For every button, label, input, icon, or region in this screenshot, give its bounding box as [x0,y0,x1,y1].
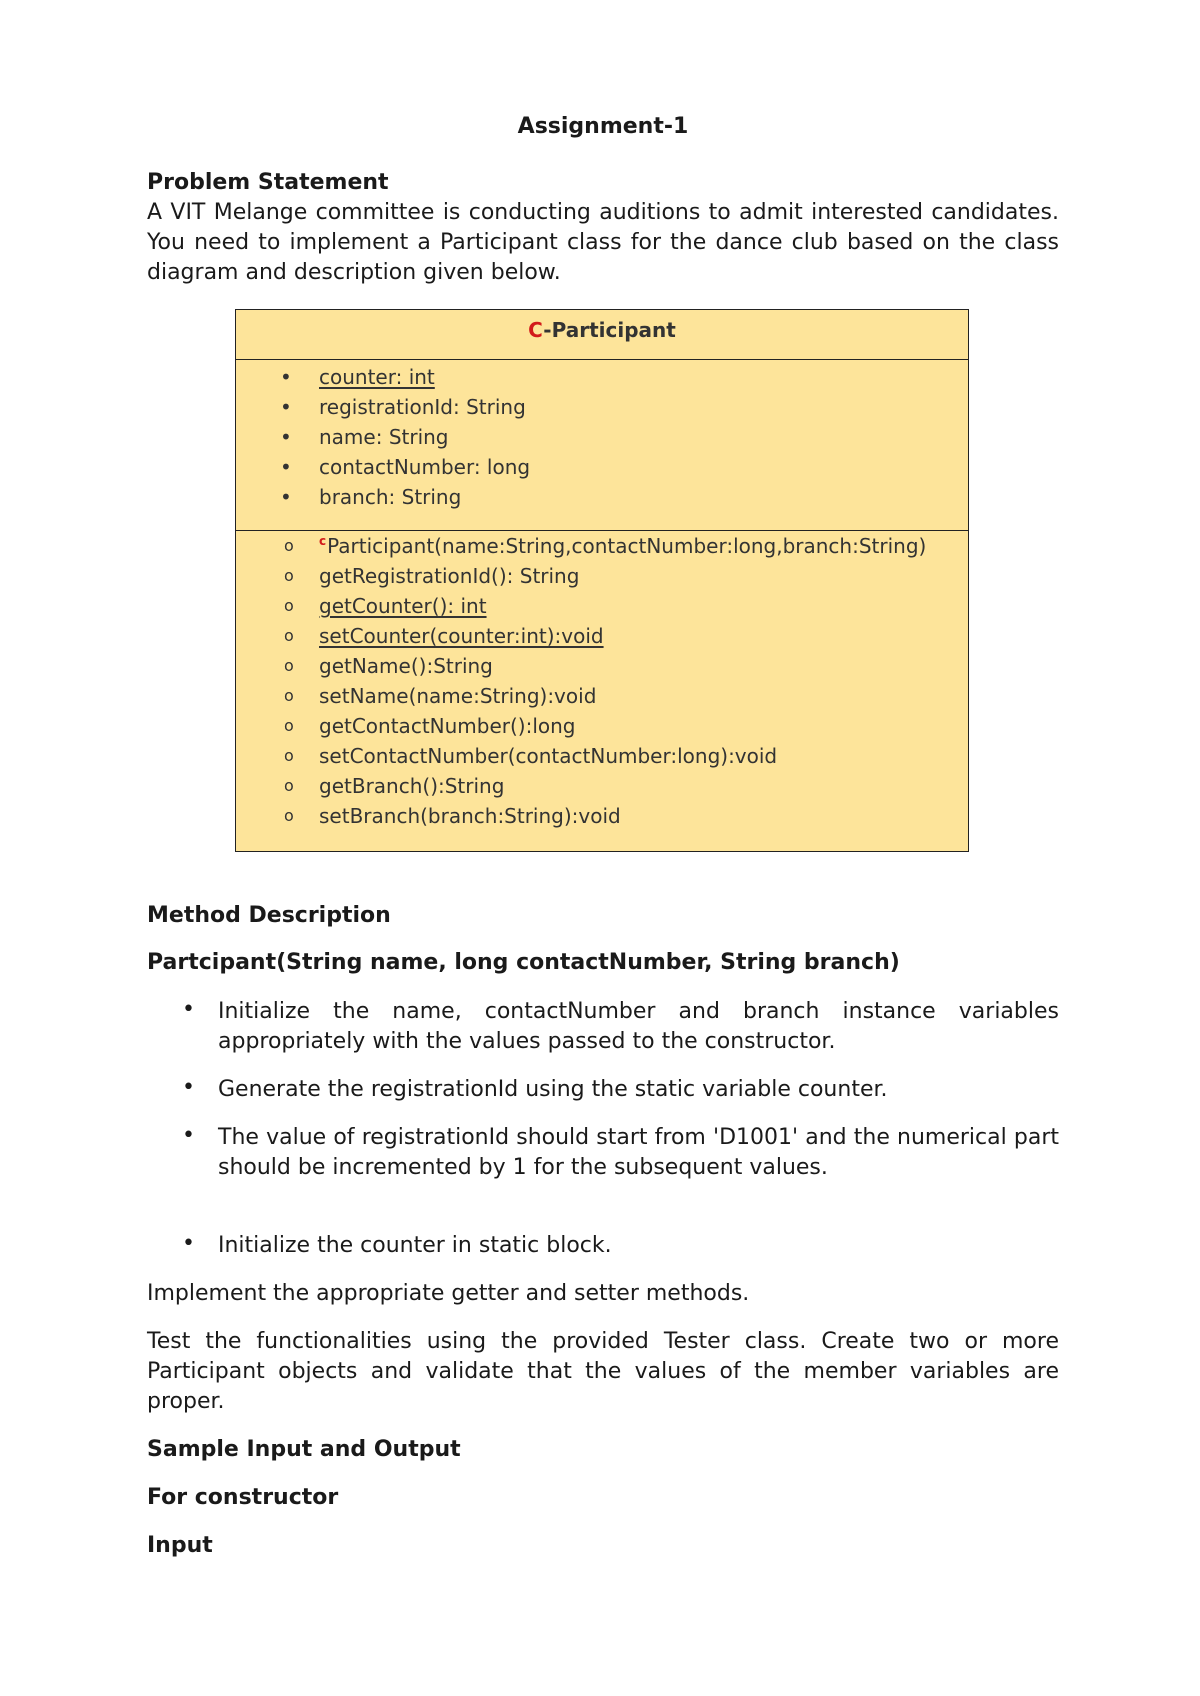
bullet-icon: • [182,1075,195,1100]
uml-class-diagram [235,309,969,852]
method-set-name: setName(name:String):void [319,684,597,708]
method-get-name: getName():String [319,654,493,678]
list-item-text: Generate the registrationId using the static variable counter. [218,1077,888,1102]
list-item-text: Initialize the name, contactNumber and branch instance variables appropriately with the values passed to the constructor. [218,999,1059,1054]
list-item-text: The value of registrationId should start from 'D1001' and the numerical part should be incremented by 1 for the subsequent values. [218,1125,1059,1180]
uml-class-name: -Participant [543,318,676,342]
method-constructor: Participant(name:String,contactNumber:long,branch:String) [327,534,927,558]
input-label: Input [147,1533,213,1558]
bullet-icon: • [280,455,292,479]
list-item-text: Initialize the counter in static block. [218,1233,612,1258]
attribute-counter: counter: int [319,365,435,389]
bullet-icon: • [280,485,292,509]
circle-bullet-icon: o [284,716,294,735]
circle-bullet-icon: o [284,806,294,825]
attribute-branch: branch: String [319,485,462,509]
circle-bullet-icon: o [284,596,294,615]
problem-statement-heading: Problem Statement [147,170,389,195]
implement-text: Implement the appropriate getter and setter methods. [147,1281,750,1306]
bullet-icon: • [182,997,195,1022]
method-get-registration-id: getRegistrationId(): String [319,564,580,588]
attribute-name: name: String [319,425,449,449]
sample-heading: Sample Input and Output [147,1437,461,1462]
circle-bullet-icon: o [284,536,294,555]
class-stereotype-icon: C [528,318,544,342]
uml-class-header [236,310,968,360]
document-title: Assignment-1 [517,114,689,139]
attribute-registration-id: registrationId: String [319,395,526,419]
method-get-counter: getCounter(): int [319,594,487,618]
attribute-contact-number: contactNumber: long [319,455,531,479]
uml-attributes-section [236,360,968,531]
constructor-signature: Partcipant(String name, long contactNumber, String branch) [147,950,900,975]
method-set-branch: setBranch(branch:String):void [319,804,621,828]
for-constructor-heading: For constructor [147,1485,339,1510]
bullet-icon: • [280,365,292,389]
circle-bullet-icon: o [284,686,294,705]
method-get-contact-number: getContactNumber():long [319,714,576,738]
problem-statement-text: A VIT Melange committee is conducting auditions to admit interested candidates. You need to implement a Participant class for the dance club based on the class diagram and description given below. [147,200,1059,285]
bullet-icon: • [280,395,292,419]
method-set-contact-number: setContactNumber(contactNumber:long):void [319,744,778,768]
constructor-marker-icon: c [319,534,327,549]
circle-bullet-icon: o [284,776,294,795]
circle-bullet-icon: o [284,656,294,675]
method-description-heading: Method Description [147,903,391,928]
test-text: Test the functionalities using the provided Tester class. Create two or more Participant objects and validate that the values of the member variables are proper. [147,1329,1059,1414]
circle-bullet-icon: o [284,626,294,645]
circle-bullet-icon: o [284,566,294,585]
bullet-icon: • [182,1123,195,1148]
bullet-icon: • [280,425,292,449]
method-set-counter: setCounter(counter:int):void [319,624,604,648]
circle-bullet-icon: o [284,746,294,765]
method-get-branch: getBranch():String [319,774,505,798]
bullet-icon: • [182,1231,195,1256]
